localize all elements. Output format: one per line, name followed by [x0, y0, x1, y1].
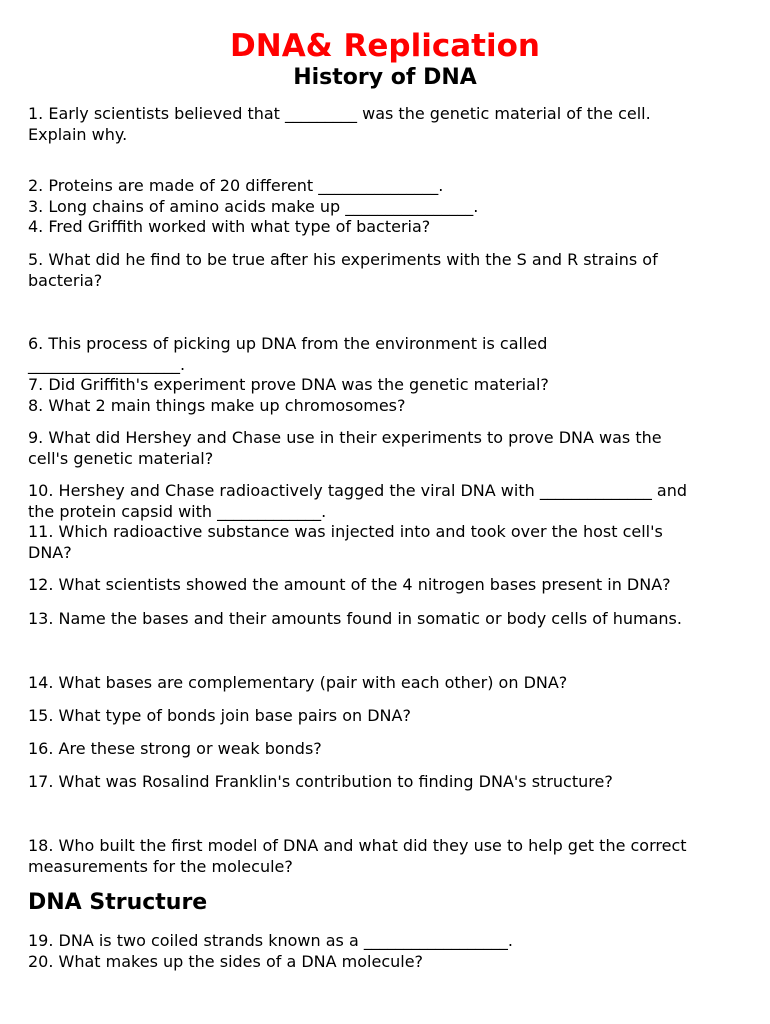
- section-heading-history: History of DNA: [293, 65, 477, 90]
- section-heading-structure: DNA Structure: [28, 890, 208, 915]
- questions-10-11: 10. Hershey and Chase radioactively tagged the viral DNA with ______________ and the protein capsid with _____________. 11. Which radioactive substance was injected into and took over the host cell's DNA?: [28, 481, 688, 562]
- question-15: 15. What type of bonds join base pairs on DNA?: [28, 706, 411, 725]
- questions-2-4: 2. Proteins are made of 20 different _______________. 3. Long chains of amino acids make up ________________. 4. Fred Griffith worked with what type of bacteria?: [28, 176, 479, 236]
- question-14: 14. What bases are complementary (pair with each other) on DNA?: [28, 673, 568, 692]
- questions-19-20: 19. DNA is two coiled strands known as a __________________. 20. What makes up the sides of a DNA molecule?: [28, 931, 513, 971]
- question-18: 18. Who built the first model of DNA and what did they use to help get the correct measurements for the molecule?: [28, 836, 687, 876]
- questions-6-8: 6. This process of picking up DNA from the environment is called ___________________. 7. Did Griffith's experiment prove DNA was the genetic material? 8. What 2 main things make up chromosomes?: [28, 334, 549, 415]
- page-title: DNA& Replication: [230, 28, 540, 64]
- question-13: 13. Name the bases and their amounts found in somatic or body cells of humans.: [28, 609, 682, 628]
- question-9: 9. What did Hershey and Chase use in their experiments to prove DNA was the cell's genetic material?: [28, 428, 662, 468]
- question-5: 5. What did he find to be true after his experiments with the S and R strains of bacteria?: [28, 250, 658, 290]
- question-17: 17. What was Rosalind Franklin's contribution to finding DNA's structure?: [28, 772, 613, 791]
- question-1: 1. Early scientists believed that _________ was the genetic material of the cell. Explain why.: [28, 104, 651, 144]
- question-12: 12. What scientists showed the amount of the 4 nitrogen bases present in DNA?: [28, 575, 671, 594]
- question-16: 16. Are these strong or weak bonds?: [28, 739, 322, 758]
